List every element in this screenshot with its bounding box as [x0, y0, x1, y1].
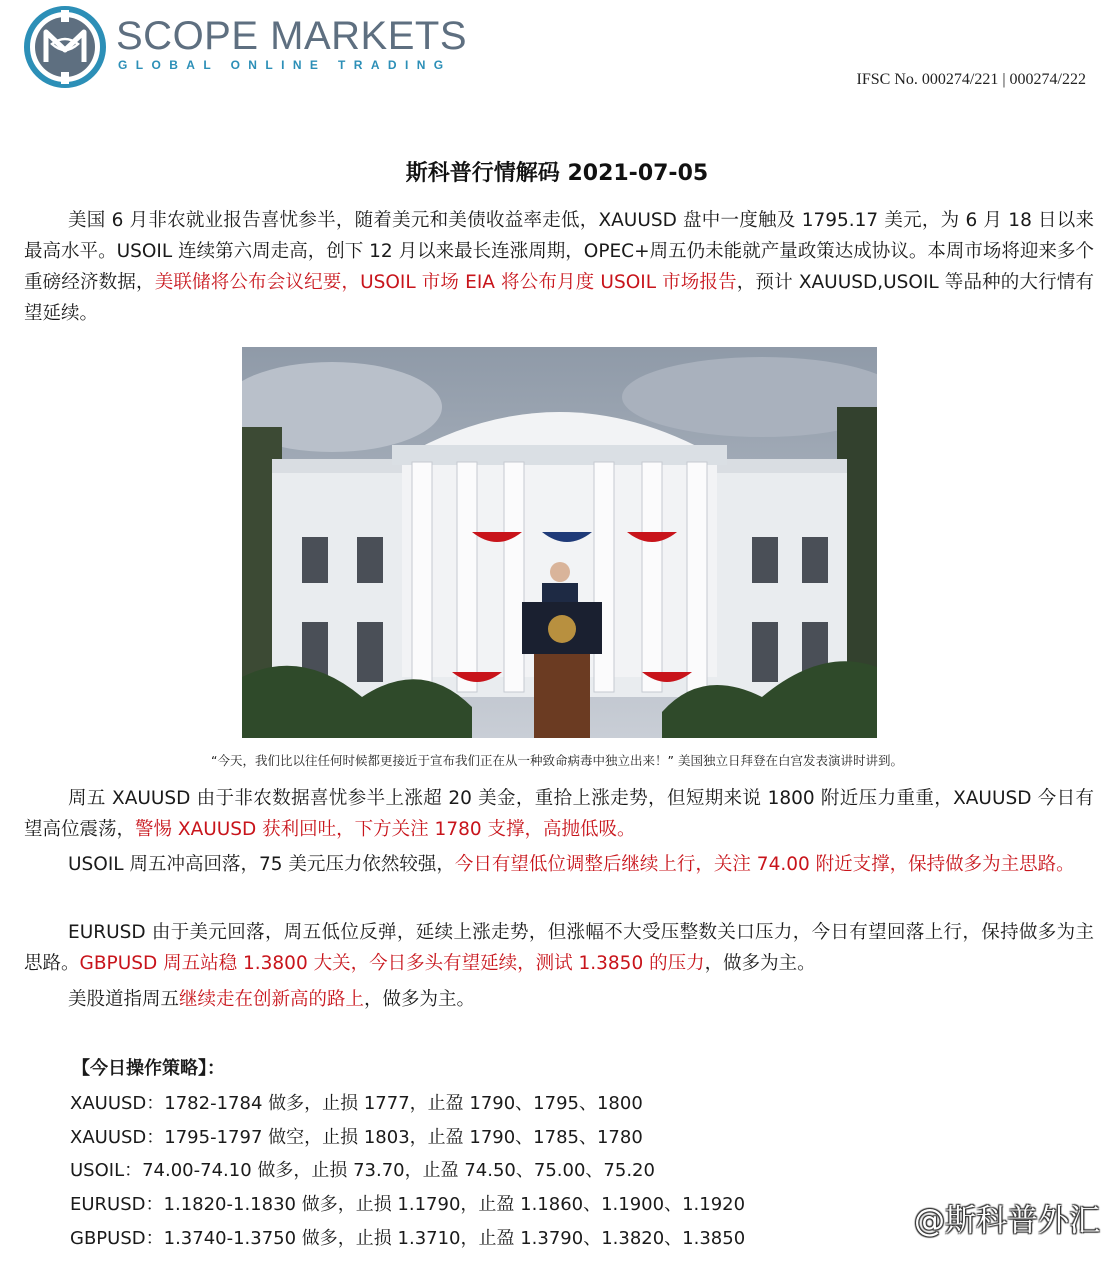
highlight-segment: 继续走在创新高的路上	[179, 989, 365, 1010]
gold-paragraph	[24, 783, 1094, 845]
highlight-segment: 警惕 XAUUSD 获利回吐，下方关注 1780 支撑，高抛低吸。	[135, 819, 636, 840]
text-segment: ，做多为主。	[364, 989, 476, 1010]
highlight-segment: 今日有望低位调整后继续上行，关注 74.00 附近支撑，保持做多为主思路。	[454, 854, 1075, 875]
white-house-photo	[242, 347, 877, 738]
strategy-item: XAUUSD：1782-1784 做多，止损 1777，止盈 1790、1795、1800	[70, 1093, 643, 1114]
stocks-paragraph	[24, 984, 1094, 1015]
brand-name: SCOPE MARKETS	[116, 14, 468, 58]
strategy-item: XAUUSD：1795-1797 做空，止损 1803，止盈 1790、1785、1780	[70, 1127, 643, 1148]
highlight-segment: 美联储将公布会议纪要，USOIL 市场 EIA 将公布月度 USOIL 市场报告	[154, 272, 737, 293]
strategy-item: GBPUSD：1.3740-1.3750 做多，止损 1.3710，止盈 1.3790、1.3820、1.3850	[70, 1228, 746, 1249]
scope-markets-logo-icon	[22, 4, 108, 90]
strategy-item: EURUSD：1.1820-1.1830 做多，止损 1.1790，止盈 1.1860、1.1900、1.1920	[70, 1194, 746, 1215]
highlight-segment: GBPUSD 周五站稳 1.3800 大关，今日多头有望延续，测试 1.3850 的压力	[79, 953, 705, 974]
text-segment: ，做多为主。	[704, 953, 816, 974]
intro-paragraph	[24, 205, 1094, 329]
brand-tagline: GLOBAL ONLINE TRADING	[118, 58, 452, 72]
text-segment: 周五 XAUUSD 由于非农数据喜忧参半上涨超 20 美金，重拾上涨走势，但短期来说 1800 附近压力重重，XAUUSD 今日有望高位震荡，	[24, 788, 1094, 840]
photo-caption: “今天，我们比以往任何时候都更接近于宣布我们正在从一种致命病毒中独立出来！” 美国独立日拜登在白宫发表演讲时讲到。	[211, 753, 903, 768]
strategy-heading: 【今日操作策略】：	[72, 1058, 225, 1079]
text-segment: USOIL 周五冲高回落，75 美元压力依然较强，	[68, 854, 455, 875]
oil-paragraph	[24, 849, 1094, 880]
strategy-item: USOIL：74.00-74.10 做多，止损 73.70，止盈 74.50、75.00、75.20	[70, 1160, 655, 1181]
text-segment: ，预计 XAUUSD,USOIL 等品种的大行情有望延续。	[24, 272, 1094, 324]
text-segment: 美股道指周五	[68, 989, 180, 1010]
watermark: @斯科普外汇	[914, 1203, 1100, 1239]
fx-paragraph	[24, 917, 1094, 979]
text-segment: EURUSD 由于美元回落，周五低位反弹，延续上涨走势，但涨幅不大受压整数关口压力，今日有望回落上行，保持做多为主思路。	[24, 922, 1094, 974]
license-number: IFSC No. 000274/221 | 000274/222	[856, 71, 1086, 88]
page-title: 斯科普行情解码 2021-07-05	[405, 161, 709, 186]
text-segment: 美国 6 月非农就业报告喜忧参半，随着美元和美债收益率走低，XAUUSD 盘中一度触及 1795.17 美元，为 6 月 18 日以来最高水平。USOIL 连续第六周走高，创下 12 月以来最长连涨周期，OPEC+周五仍未能就产量政策达成协议。本周市场将迎来多个重磅经济数据，	[24, 210, 1094, 293]
